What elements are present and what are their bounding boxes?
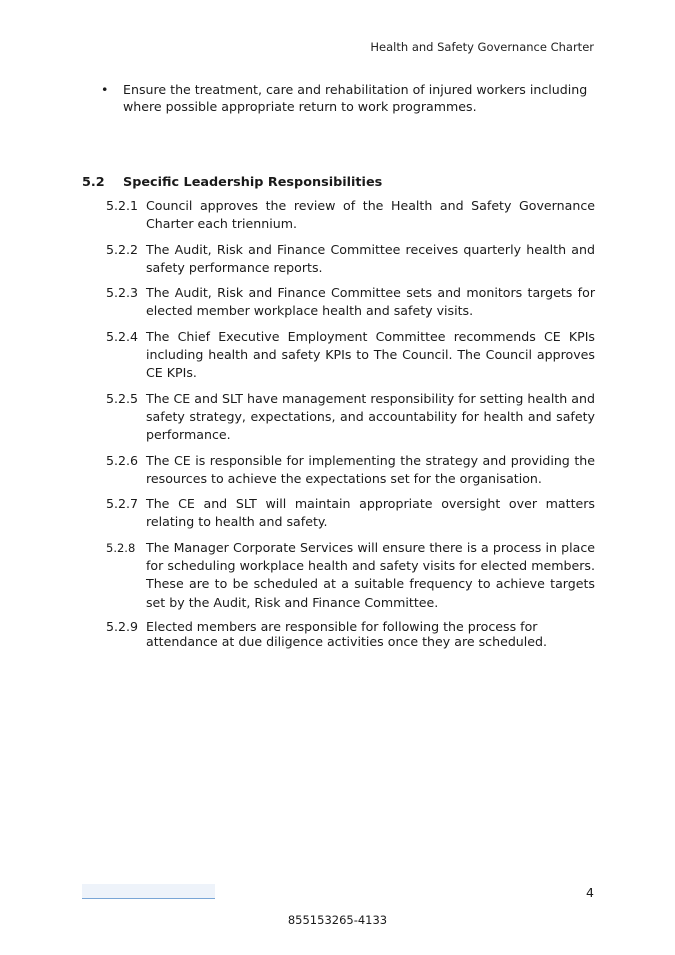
item-number: 5.2.1 — [106, 198, 139, 213]
list-item — [106, 495, 595, 532]
list-item — [106, 328, 595, 383]
bullet-item — [101, 82, 595, 115]
item-text: The Audit, Risk and Finance Committee sets and monitors targets for elected member workplace health and safety visits. — [146, 285, 595, 319]
item-text: Council approves the review of the Health and Safety Governance Charter each triennium. — [146, 198, 595, 232]
item-text: Elected members are responsible for following the process for attendance at due diligence activities once they are scheduled. — [146, 618, 548, 650]
item-text: The Manager Corporate Services will ensure there is a process in place for scheduling workplace health and safety visits for elected members. These are to be scheduled at a suitable frequency to achieve targets set by the Audit, Risk and Finance Committee. — [146, 539, 595, 610]
section-heading — [82, 175, 382, 190]
item-text: The CE and SLT have management responsibility for setting health and safety strategy, expectations, and accountability for health and safety performance. — [146, 390, 595, 443]
item-text: The Chief Executive Employment Committee recommends CE KPIs including health and safety KPIs to The Council. The Council approves CE KPIs. — [146, 328, 595, 381]
section-title: Specific Leadership Responsibilities — [123, 175, 383, 190]
list-item — [106, 539, 595, 612]
item-number: 5.2.2 — [106, 241, 139, 257]
item-text: The CE and SLT will maintain appropriate oversight over matters relating to health and safety. — [146, 496, 595, 530]
item-number: 5.2.3 — [106, 285, 139, 301]
page-number: 4 — [586, 885, 594, 900]
list-item — [106, 284, 595, 321]
list-item — [106, 390, 595, 445]
bullet-symbol: • — [101, 82, 109, 97]
item-number: 5.2.5 — [106, 390, 139, 406]
list-item — [106, 197, 595, 234]
list-item — [106, 241, 595, 278]
item-number: 5.2.8 — [106, 540, 136, 555]
footer-decorative-bar — [82, 884, 215, 899]
responsibility-list — [106, 197, 595, 657]
item-text: The Audit, Risk and Finance Committee receives quarterly health and safety performance reports. — [146, 241, 595, 275]
document-id: 855153265-4133 — [287, 913, 388, 927]
item-text: The CE is responsible for implementing the strategy and providing the resources to achieve the expectations set for the organisation. — [146, 452, 595, 486]
list-item — [106, 452, 595, 489]
list-item — [106, 619, 595, 650]
bullet-text: Ensure the treatment, care and rehabilitation of injured workers including where possible appropriate return to work programmes. — [123, 82, 588, 114]
item-number: 5.2.9 — [106, 618, 139, 634]
item-number: 5.2.7 — [106, 496, 139, 512]
section-number: 5.2 — [82, 175, 105, 190]
item-number: 5.2.6 — [106, 452, 139, 468]
document-header-title: Health and Safety Governance Charter — [370, 40, 594, 54]
item-number: 5.2.4 — [106, 328, 139, 344]
